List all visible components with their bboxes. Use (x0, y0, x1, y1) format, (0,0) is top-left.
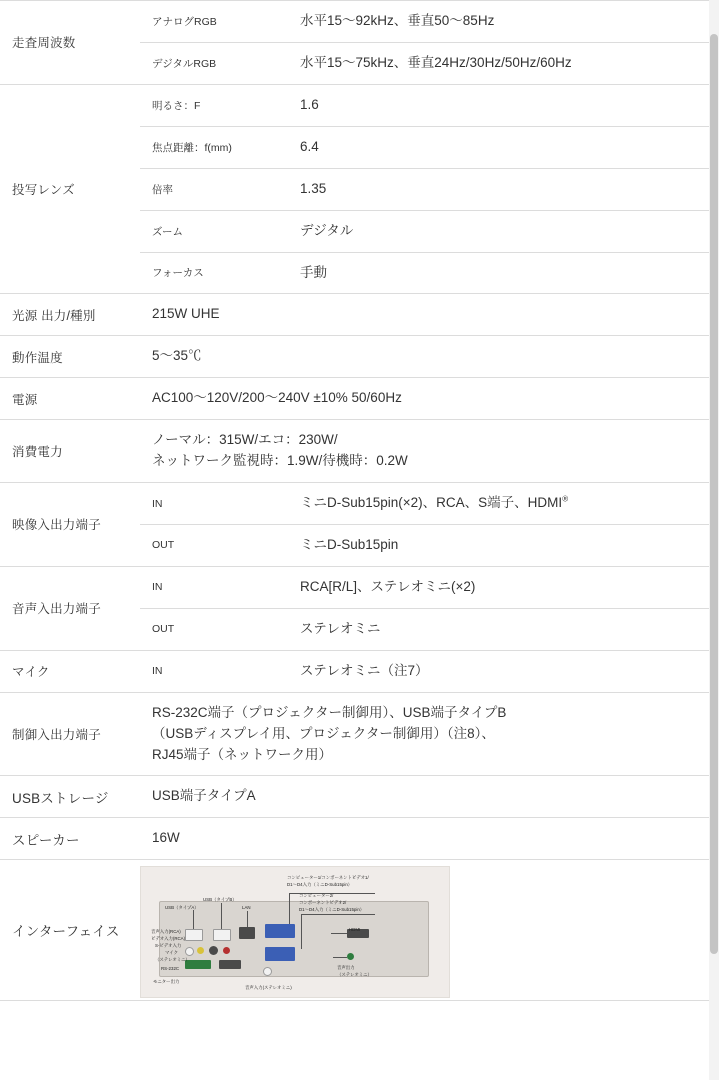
sub-label-audio-out: OUT (140, 608, 288, 650)
sub-label-zoom: ズーム (140, 210, 288, 252)
interface-diagram (140, 860, 709, 1000)
table-row (0, 818, 709, 860)
registered-mark: ® (562, 494, 569, 504)
value-analog-rgb: 水平15〜92kHz、垂直50〜85Hz (288, 1, 709, 43)
label-audio-output-stereo-mini: （ステレオミニ） (337, 972, 372, 978)
label-audio-input-rca: 音声入力(RCA) (151, 929, 181, 935)
value-audio-out: ステレオミニ (288, 608, 709, 650)
value-focal-length: 6.4 (288, 126, 709, 168)
sub-label-video-out: OUT (140, 524, 288, 566)
label-computer1-line1: コンピューター1/コンポーネントビデオ1/ (287, 875, 369, 881)
label-usb-type-b: USB（タイプB） (203, 897, 237, 903)
table-row (0, 84, 709, 126)
sub-label-video-in: IN (140, 483, 288, 525)
label-computer2-line1: コンピューター2/ (299, 893, 334, 899)
monitor-output-port (219, 960, 241, 969)
value-video-out: ミニD-Sub15pin (288, 524, 709, 566)
row-label-power-supply: 電源 (0, 378, 140, 420)
value-control-io (140, 692, 709, 776)
label-computer2-line2: コンポーネントビデオ2/ (299, 900, 347, 906)
row-label-projection-lens: 投写レンズ (0, 84, 140, 294)
usb-type-b-port (185, 929, 203, 941)
row-label-microphone: マイク (0, 650, 140, 692)
value-power-supply: AC100〜120V/200〜240V ±10% 50/60Hz (140, 378, 709, 420)
computer1-input-port (265, 924, 295, 938)
power-consumption-line-1: ノーマル：315W/エコ：230W/ (152, 432, 338, 448)
sub-label-magnification: 倍率 (140, 168, 288, 210)
interface-diagram-cell (140, 860, 709, 1001)
row-label-interface: インターフェイス (0, 860, 140, 1001)
value-zoom: デジタル (288, 210, 709, 252)
value-video-in-text: ミニD-Sub15pin(×2)、RCA、S端子、HDMI (300, 495, 563, 511)
table-row (0, 420, 709, 483)
table-row (0, 566, 709, 608)
power-consumption-line-2: ネットワーク監視時：1.9W/待機時：0.2W (152, 453, 408, 469)
value-digital-rgb: 水平15〜75kHz、垂直24Hz/30Hz/50Hz/60Hz (288, 42, 709, 84)
leader-line-computer2-v (301, 914, 302, 949)
label-monitor-output: モニター出力 (153, 979, 180, 985)
sub-label-audio-in: IN (140, 566, 288, 608)
sub-label-brightness-f: 明るさ：F (140, 84, 288, 126)
label-stereo-mini: （ステレオミニ） (155, 957, 190, 963)
label-s-video-input: S-ビデオ入力 (155, 943, 182, 949)
lan-port (239, 927, 255, 939)
table-row (0, 692, 709, 776)
value-speaker: 16W (140, 818, 709, 860)
value-power-consumption (140, 420, 709, 483)
terminal-panel-illustration (140, 866, 450, 998)
row-label-video-io: 映像入出力端子 (0, 483, 140, 567)
row-label-scan-frequency: 走査周波数 (0, 1, 140, 85)
label-computer1-line2: D1〜D4入力（ミニD-Sub15pin） (287, 882, 353, 888)
table-row (0, 294, 709, 336)
page-scrollbar-thumb[interactable] (710, 34, 718, 954)
leader-line-hdmi (331, 933, 347, 934)
leader-line-computer2 (301, 914, 375, 915)
value-audio-in: RCA[R/L]、ステレオミニ(×2) (288, 566, 709, 608)
value-mic-in: ステレオミニ（注7） (288, 650, 709, 692)
label-lan: LAN (242, 905, 251, 911)
label-audio-output: 音声出力 (337, 965, 355, 971)
sub-label-focal-length: 焦点距離：f(mm) (140, 126, 288, 168)
leader-line-usb-a (221, 903, 222, 929)
row-label-audio-io: 音声入出力端子 (0, 566, 140, 650)
sub-label-focus: フォーカス (140, 252, 288, 294)
value-focus: 手動 (288, 252, 709, 294)
table-body (0, 1, 709, 1001)
table-row (0, 860, 709, 1001)
sub-label-analog-rgb: アナログRGB (140, 1, 288, 43)
value-usb-storage: USB端子タイプA (140, 776, 709, 818)
table-row (0, 1, 709, 43)
label-audio-input-stereo-mini: 音声入力(ステレオミニ) (245, 985, 292, 991)
label-usb-type-a: USB（タイプA） (165, 905, 199, 911)
table-row (0, 776, 709, 818)
row-label-usb-storage: USBストレージ (0, 776, 140, 818)
label-video-input-rca: ビデオ入力(RCA) (151, 936, 186, 942)
value-video-in (288, 483, 709, 525)
usb-type-a-port (213, 929, 231, 941)
label-hdmi: HDMI (349, 927, 361, 933)
table-row (0, 336, 709, 378)
value-light-source: 215W UHE (140, 294, 709, 336)
row-label-control-io: 制御入出力端子 (0, 692, 140, 776)
row-label-light-source: 光源 出力/種別 (0, 294, 140, 336)
computer2-input-port (265, 947, 295, 961)
control-io-line-1: RS-232C端子（プロジェクター制御用）、USB端子タイプB (152, 704, 507, 720)
leader-line-usb-b (193, 910, 194, 929)
row-label-power-consumption: 消費電力 (0, 420, 140, 483)
label-microphone: マイク (165, 950, 178, 956)
label-computer2-line3: D1〜D4入力（ミニD-Sub15pin） (299, 907, 365, 913)
sub-label-mic-in: IN (140, 650, 288, 692)
leader-line-audio-out (333, 957, 347, 958)
row-label-speaker: スピーカー (0, 818, 140, 860)
value-magnification: 1.35 (288, 168, 709, 210)
leader-line-computer1-v (289, 893, 290, 924)
table-row (0, 650, 709, 692)
control-io-line-3: RJ45端子（ネットワーク用） (152, 746, 333, 762)
table-row (0, 378, 709, 420)
page-scrollbar-track[interactable] (709, 0, 719, 1080)
value-brightness-f: 1.6 (288, 84, 709, 126)
label-rs-232c: RS-232C (161, 966, 180, 972)
table-row (0, 483, 709, 525)
control-io-line-2: （USBディスプレイ用、プロジェクター制御用）（注8）、 (152, 725, 495, 741)
sub-label-digital-rgb: デジタルRGB (140, 42, 288, 84)
value-operating-temperature: 5〜35℃ (140, 336, 709, 378)
leader-line-lan (247, 911, 248, 927)
row-label-operating-temperature: 動作温度 (0, 336, 140, 378)
